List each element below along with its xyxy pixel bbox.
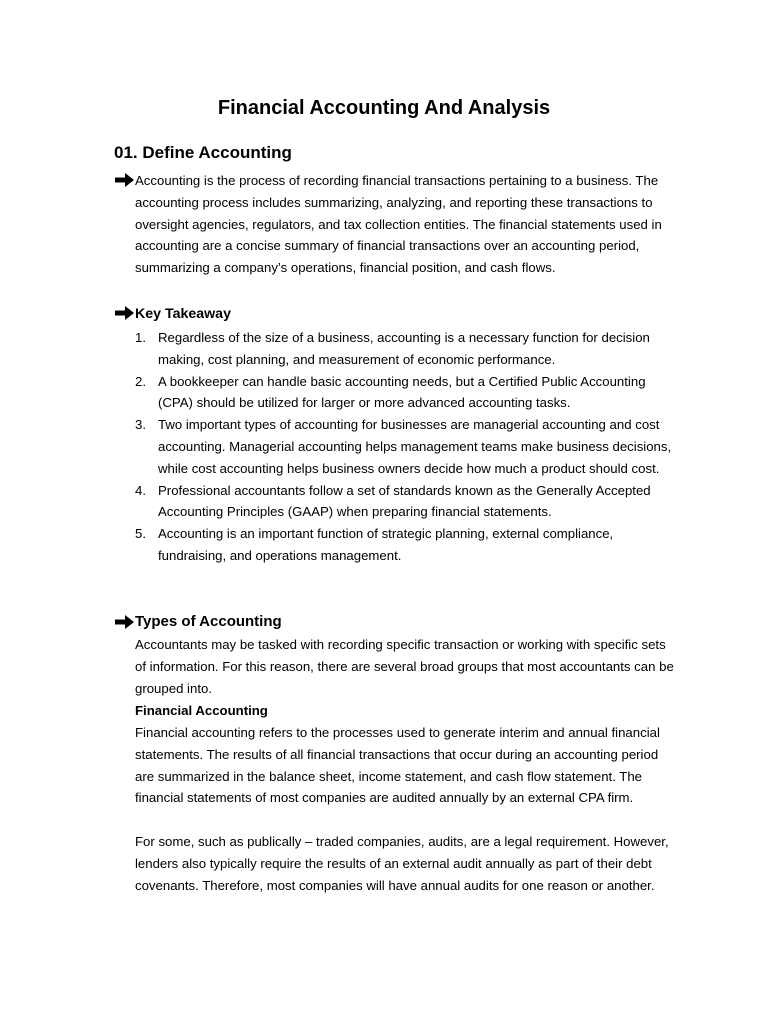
list-item-text: Two important types of accounting for businesses are managerial accounting and cost accounting. Managerial accounting helps management teams make business decisions, while cost accounting helps business owners decide how much a product should cost.: [158, 417, 672, 476]
right-arrow-icon: [114, 172, 136, 188]
list-item-text: Accounting is an important function of strategic planning, external compliance, fundraising, and operations management.: [158, 526, 614, 563]
intro-paragraph: Accounting is the process of recording financial transactions pertaining to a business. The accounting process includes summarizing, analyzing, and reporting these transactions to oversight agencies, regulators, and tax collection entities. The financial statements used in accounting are a concise summary of financial transactions over an accounting period, summarizing a company’s operations, financial position, and cash flows.: [135, 173, 662, 276]
list-number: 4.: [135, 482, 146, 498]
key-takeaway-heading: Key Takeaway: [135, 306, 231, 322]
list-number: 2.: [135, 373, 146, 389]
list-item: [135, 371, 680, 415]
types-heading: Types of Accounting: [135, 613, 282, 630]
section-heading: 01. Define Accounting: [114, 143, 292, 162]
right-arrow-icon: [114, 305, 136, 321]
audit-paragraph: For some, such as publically – traded companies, audits, are a legal requirement. However, lenders also typically require the results of an external audit annually as part of their debt covenants. Therefore, most companies will have annual audits for one reason or another.: [135, 834, 669, 893]
list-number: 1.: [135, 330, 146, 345]
list-item-text: Professional accountants follow a set of standards known as the Generally Accepted Accounting Principles (GAAP) when preparing financial statements.: [158, 482, 651, 520]
list-item: [135, 327, 680, 371]
types-paragraph: Accountants may be tasked with recording specific transaction or working with specific sets of information. For this reason, there are several broad groups that most accountants can be grouped into.: [135, 637, 674, 696]
list-item-text: Regardless of the size of a business, accounting is a necessary function for decision making, cost planning, and measurement of economic performance.: [158, 330, 650, 367]
document-title: Financial Accounting And Analysis: [217, 97, 551, 119]
list-item: [135, 414, 680, 479]
list-item: [135, 480, 680, 524]
financial-accounting-heading: Financial Accounting: [135, 703, 268, 718]
right-arrow-icon: [114, 614, 136, 630]
list-number: 5.: [135, 526, 146, 542]
key-takeaway-list: [135, 327, 680, 567]
list-item-text: A bookkeeper can handle basic accounting needs, but a Certified Public Accounting (CPA) should be utilized for larger or more advanced accounting tasks.: [158, 373, 646, 411]
financial-accounting-paragraph: Financial accounting refers to the processes used to generate interim and annual financial statements. The results of all financial transactions that occur during an accounting period are summarized in the balance sheet, income statement, and cash flow statement. The financial statements of most companies are audited annually by an external CPA firm.: [135, 725, 660, 806]
list-item: [135, 523, 680, 567]
list-number: 3.: [135, 417, 146, 433]
